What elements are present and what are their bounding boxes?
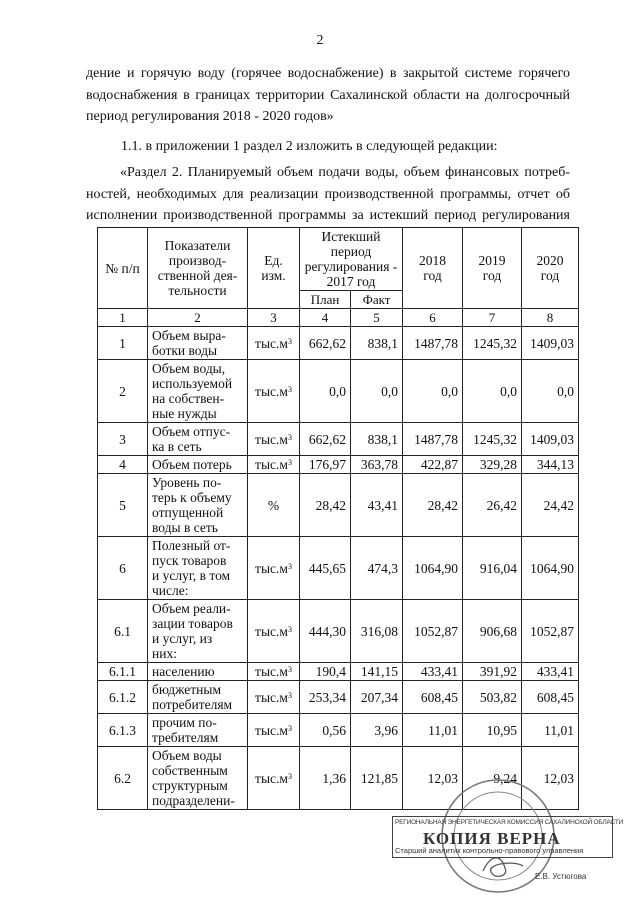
value-plan: 662,62 bbox=[300, 327, 351, 360]
indicator-line: Полезный от- bbox=[152, 538, 231, 553]
value-fact: 838,1 bbox=[351, 327, 403, 360]
indicator-line: Объем воды bbox=[152, 748, 222, 763]
table-row bbox=[98, 474, 579, 537]
row-number: 6.1.1 bbox=[98, 663, 148, 681]
value-fact: 838,1 bbox=[351, 423, 403, 456]
column-number: 8 bbox=[522, 309, 579, 327]
indicator-line: воды в сеть bbox=[152, 520, 218, 535]
value-fact: 316,08 bbox=[351, 600, 403, 663]
value-y2020: 11,01 bbox=[522, 714, 579, 747]
value-y2020: 1409,03 bbox=[522, 423, 579, 456]
unit-base: тыс.м bbox=[255, 722, 288, 738]
unit-exponent: 3 bbox=[287, 384, 292, 394]
table-row bbox=[98, 663, 579, 681]
value-y2019: 0,0 bbox=[463, 360, 522, 423]
indicator-line: ботки воды bbox=[152, 343, 218, 358]
intro-line: водоснабжения в границах территории Сахалинской области на долгосрочный bbox=[86, 87, 570, 103]
row-number: 6.2 bbox=[98, 747, 148, 810]
indicator-line: прочим по- bbox=[152, 715, 217, 730]
value-y2019: 329,28 bbox=[463, 456, 522, 474]
header-unit: Ед. изм. bbox=[248, 228, 300, 309]
indicator-line: и услуг, из bbox=[152, 631, 213, 646]
item-paragraph: 1.1. в приложении 1 раздел 2 изложить в следующей редакции: bbox=[121, 139, 498, 154]
value-plan: 444,30 bbox=[300, 600, 351, 663]
value-y2018: 1487,78 bbox=[403, 327, 463, 360]
value-y2020: 12,03 bbox=[522, 747, 579, 810]
indicator-line: используемой bbox=[152, 376, 233, 391]
indicator-line: Объем потерь bbox=[152, 457, 232, 472]
row-indicator bbox=[148, 474, 248, 537]
column-number: 1 bbox=[98, 309, 148, 327]
column-number: 2 bbox=[148, 309, 248, 327]
value-y2019: 916,04 bbox=[463, 537, 522, 600]
row-unit bbox=[248, 423, 300, 456]
value-y2020: 344,13 bbox=[522, 456, 579, 474]
column-number: 7 bbox=[463, 309, 522, 327]
unit-base: тыс.м bbox=[255, 664, 288, 679]
unit-exponent: 3 bbox=[287, 624, 292, 634]
section-paragraph bbox=[86, 162, 570, 227]
row-number: 6.1.3 bbox=[98, 714, 148, 747]
header-plan: План bbox=[300, 291, 351, 309]
row-number: 6 bbox=[98, 537, 148, 600]
value-plan: 28,42 bbox=[300, 474, 351, 537]
table-row bbox=[98, 537, 579, 600]
value-y2019: 503,82 bbox=[463, 681, 522, 714]
table-row bbox=[98, 423, 579, 456]
unit-base: тыс.м bbox=[255, 623, 288, 639]
indicator-line: требителям bbox=[152, 730, 219, 745]
indicator-line: Объем воды, bbox=[152, 361, 226, 376]
header-num: № п/п bbox=[98, 228, 148, 309]
value-y2018: 1487,78 bbox=[403, 423, 463, 456]
value-fact: 121,85 bbox=[351, 747, 403, 810]
indicator-line: пуск товаров bbox=[152, 553, 227, 568]
stamp-position: Старший аналитик контрольно-правового управления bbox=[395, 846, 584, 855]
value-plan: 662,62 bbox=[300, 423, 351, 456]
table-row bbox=[98, 456, 579, 474]
header-past-period: Истекший период регулирования - 2017 год bbox=[300, 228, 403, 291]
indicator-line: и услуг, в том bbox=[152, 568, 231, 583]
section-line: ностей, необходимых для реализации производственной программы, отчет об bbox=[86, 186, 570, 202]
value-y2020: 0,0 bbox=[522, 360, 579, 423]
indicator-line: зации товаров bbox=[152, 616, 233, 631]
indicator-line: Объем отпус- bbox=[152, 424, 231, 439]
indicator-line: структурным bbox=[152, 778, 228, 793]
unit-base: тыс.м bbox=[255, 335, 288, 351]
value-plan: 253,34 bbox=[300, 681, 351, 714]
indicator-line: отпущенной bbox=[152, 505, 224, 520]
production-program-table bbox=[97, 227, 579, 810]
table-row bbox=[98, 714, 579, 747]
unit-base: тыс.м bbox=[255, 560, 288, 576]
value-fact: 474,3 bbox=[351, 537, 403, 600]
row-indicator bbox=[148, 600, 248, 663]
column-number: 4 bbox=[300, 309, 351, 327]
table-header-row bbox=[98, 228, 579, 291]
header-fact: Факт bbox=[351, 291, 403, 309]
column-number: 5 bbox=[351, 309, 403, 327]
value-y2019: 1245,32 bbox=[463, 327, 522, 360]
row-unit bbox=[248, 663, 300, 681]
value-plan: 0,56 bbox=[300, 714, 351, 747]
value-plan: 190,4 bbox=[300, 663, 351, 681]
value-y2019: 906,68 bbox=[463, 600, 522, 663]
unit-exponent: 3 bbox=[287, 336, 292, 346]
value-fact: 141,15 bbox=[351, 663, 403, 681]
row-unit bbox=[248, 714, 300, 747]
row-unit bbox=[248, 747, 300, 810]
table-row bbox=[98, 327, 579, 360]
header-indicator: Показатели производ- ственной дея- тельности bbox=[148, 228, 248, 309]
indicator-line: них: bbox=[152, 646, 177, 661]
unit-exponent: 3 bbox=[287, 458, 292, 467]
indicator-line: собственным bbox=[152, 763, 228, 778]
stamp-title: КОПИЯ ВЕРНА bbox=[423, 829, 561, 848]
unit-exponent: 3 bbox=[287, 723, 292, 733]
row-indicator bbox=[148, 747, 248, 810]
value-plan: 176,97 bbox=[300, 456, 351, 474]
row-indicator bbox=[148, 360, 248, 423]
unit-exponent: 3 bbox=[287, 690, 292, 700]
row-number: 6.1.2 bbox=[98, 681, 148, 714]
row-indicator bbox=[148, 456, 248, 474]
value-y2018: 608,45 bbox=[403, 681, 463, 714]
column-number-row bbox=[98, 309, 579, 327]
value-y2019: 1245,32 bbox=[463, 423, 522, 456]
indicator-line: Объем выра- bbox=[152, 328, 226, 343]
header-2019: 2019 год bbox=[463, 228, 522, 309]
value-y2020: 1064,90 bbox=[522, 537, 579, 600]
certification-stamp bbox=[383, 776, 624, 894]
value-y2020: 1052,87 bbox=[522, 600, 579, 663]
value-y2019: 26,42 bbox=[463, 474, 522, 537]
page-number: 2 bbox=[316, 33, 324, 48]
value-plan: 1,36 bbox=[300, 747, 351, 810]
value-fact: 43,41 bbox=[351, 474, 403, 537]
row-number: 2 bbox=[98, 360, 148, 423]
value-y2019: 9,24 bbox=[463, 747, 522, 810]
row-indicator bbox=[148, 681, 248, 714]
header-2018: 2018 год bbox=[403, 228, 463, 309]
value-y2020: 1409,03 bbox=[522, 327, 579, 360]
stamp-signer: Е.В. Устюгова bbox=[535, 872, 587, 881]
indicator-line: терь к объему bbox=[152, 490, 232, 505]
value-y2020: 608,45 bbox=[522, 681, 579, 714]
unit-base: тыс.м bbox=[255, 770, 288, 786]
row-unit bbox=[248, 456, 300, 474]
value-fact: 3,96 bbox=[351, 714, 403, 747]
indicator-line: Уровень по- bbox=[152, 475, 222, 490]
unit-base: тыс.м bbox=[255, 689, 288, 705]
column-number: 6 bbox=[403, 309, 463, 327]
value-y2018: 11,01 bbox=[403, 714, 463, 747]
unit-base: тыс.м bbox=[255, 457, 288, 472]
row-unit: % bbox=[248, 474, 300, 537]
value-y2018: 422,87 bbox=[403, 456, 463, 474]
row-indicator bbox=[148, 537, 248, 600]
indicator-line: числе: bbox=[152, 583, 189, 598]
unit-exponent: 3 bbox=[287, 771, 292, 781]
column-number: 3 bbox=[248, 309, 300, 327]
value-y2020: 24,42 bbox=[522, 474, 579, 537]
header-2020: 2020 год bbox=[522, 228, 579, 309]
value-fact: 207,34 bbox=[351, 681, 403, 714]
row-number: 1 bbox=[98, 327, 148, 360]
value-plan: 0,0 bbox=[300, 360, 351, 423]
intro-line: период регулирования 2018 - 2020 годов» bbox=[86, 109, 334, 124]
value-y2018: 12,03 bbox=[403, 747, 463, 810]
copy-stamp-box bbox=[392, 816, 624, 858]
intro-line: дение и горячую воду (горячее водоснабжение) в закрытой системе горячего bbox=[86, 66, 570, 81]
unit-exponent: 3 bbox=[287, 561, 292, 571]
value-y2018: 1052,87 bbox=[403, 600, 463, 663]
unit-base: тыс.м bbox=[255, 383, 288, 399]
signature-mark bbox=[483, 858, 523, 877]
unit-exponent: 3 bbox=[287, 665, 292, 674]
row-number: 3 bbox=[98, 423, 148, 456]
value-y2018: 1064,90 bbox=[403, 537, 463, 600]
indicator-line: ные нужды bbox=[152, 406, 217, 421]
table-row bbox=[98, 681, 579, 714]
indicator-line: бюджетным bbox=[152, 682, 222, 697]
value-plan: 445,65 bbox=[300, 537, 351, 600]
row-indicator bbox=[148, 327, 248, 360]
value-y2018: 0,0 bbox=[403, 360, 463, 423]
value-y2019: 10,95 bbox=[463, 714, 522, 747]
table-row bbox=[98, 360, 579, 423]
value-y2018: 433,41 bbox=[403, 663, 463, 681]
unit-exponent: 3 bbox=[287, 432, 292, 442]
row-unit bbox=[248, 600, 300, 663]
stamp-org: РЕГИОНАЛЬНАЯ ЭНЕРГЕТИЧЕСКАЯ КОМИССИЯ САХАЛИНСКОЙ ОБЛАСТИ bbox=[395, 819, 624, 826]
value-fact: 0,0 bbox=[351, 360, 403, 423]
row-unit bbox=[248, 327, 300, 360]
indicator-line: подразделени- bbox=[152, 793, 235, 808]
row-indicator bbox=[148, 714, 248, 747]
row-number: 6.1 bbox=[98, 600, 148, 663]
indicator-line: потребителям bbox=[152, 697, 233, 712]
indicator-line: ка в сеть bbox=[152, 439, 202, 454]
indicator-line: на собствен- bbox=[152, 391, 225, 406]
indicator-line: населению bbox=[152, 664, 215, 679]
section-line: «Раздел 2. Планируемый объем подачи воды, объем финансовых потреб- bbox=[120, 165, 570, 180]
value-y2019: 391,92 bbox=[463, 663, 522, 681]
value-y2020: 433,41 bbox=[522, 663, 579, 681]
row-unit bbox=[248, 681, 300, 714]
unit-base: тыс.м bbox=[255, 431, 288, 447]
section-line: исполнении производственной программы за истекший период регулирования bbox=[86, 208, 570, 223]
indicator-line: Объем реали- bbox=[152, 601, 231, 616]
row-number: 5 bbox=[98, 474, 148, 537]
row-unit bbox=[248, 360, 300, 423]
value-fact: 363,78 bbox=[351, 456, 403, 474]
row-number: 4 bbox=[98, 456, 148, 474]
value-y2018: 28,42 bbox=[403, 474, 463, 537]
row-unit bbox=[248, 537, 300, 600]
intro-paragraph bbox=[86, 63, 570, 128]
row-indicator bbox=[148, 423, 248, 456]
table-row bbox=[98, 600, 579, 663]
row-indicator bbox=[148, 663, 248, 681]
